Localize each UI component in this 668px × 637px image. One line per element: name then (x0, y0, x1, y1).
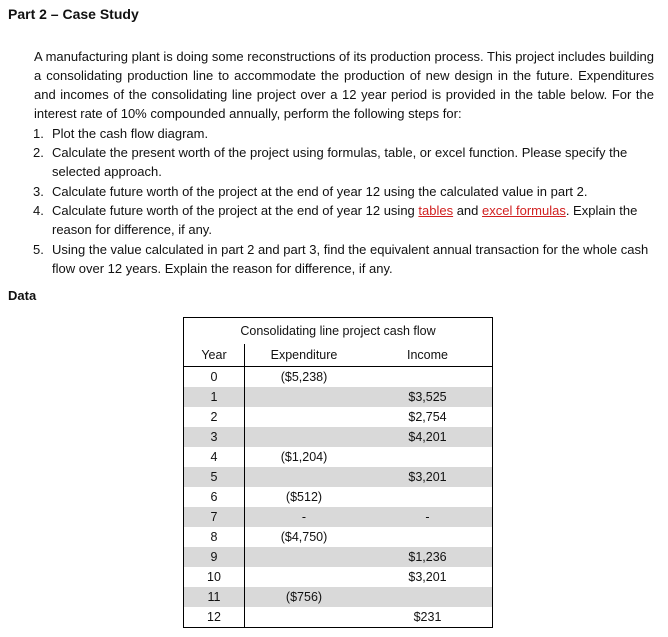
table-row (184, 567, 493, 587)
cell-income: $3,525 (363, 387, 493, 407)
cell-expenditure (245, 567, 364, 587)
table-body (184, 367, 493, 628)
step-text: Calculate future worth of the project at the end of year 12 using the calculated value in part 2. (52, 184, 588, 199)
step-text: Using the value calculated in part 2 and part 3, find the equivalent annual transaction for the whole cash flow over 12 years. Explain the reason for difference, if any. (52, 242, 649, 276)
cell-income: $231 (413, 610, 442, 624)
cell-year: 9 (184, 547, 245, 567)
table-row (184, 387, 493, 407)
intro-paragraph: A manufacturing plant is doing some reconstructions of its production process. This project includes building a consolidating production line to accommodate the production of new design in the future. Expenditures and incomes of the consolidating line project over a 12 year period is provided in the table below. For the interest rate of 10% compounded annually, perform the following steps for: (34, 49, 654, 121)
step-text: Plot the cash flow diagram. (52, 126, 209, 141)
table-row (184, 507, 493, 527)
table-row (184, 527, 493, 547)
table-row (184, 407, 493, 427)
step-number: 1. (33, 126, 44, 141)
step-1 (34, 124, 654, 143)
step-text: . Explain the reason for difference, if any. (52, 203, 638, 237)
cell-expenditure: ($512) (285, 490, 323, 504)
cell-expenditure (245, 467, 364, 487)
table-row (184, 367, 493, 388)
cell-year: 3 (184, 427, 245, 447)
cell-income: $3,201 (408, 570, 447, 584)
cell-year: 11 (184, 587, 245, 607)
cell-expenditure (245, 427, 364, 447)
table-row (184, 587, 493, 607)
table-row (184, 427, 493, 447)
step-number: 3. (33, 184, 44, 199)
cell-year: 7 (184, 507, 245, 527)
page-title: Part 2 – Case Study (8, 6, 139, 22)
cell-expenditure (245, 407, 364, 427)
cell-year: 0 (184, 367, 245, 388)
cell-income: $1,236 (363, 547, 493, 567)
table-row (184, 447, 493, 467)
step-number: 4. (33, 203, 44, 218)
cell-expenditure: - (245, 507, 364, 527)
cell-year: 8 (184, 527, 245, 547)
cell-income (363, 587, 493, 607)
table-row (184, 467, 493, 487)
cell-year: 12 (184, 607, 245, 628)
table-row (184, 487, 493, 507)
table-row (184, 607, 493, 628)
step-text: Calculate future worth of the project at the end of year 12 using (52, 203, 419, 218)
step-4 (34, 201, 654, 239)
cell-income: $2,754 (408, 410, 447, 424)
step-text: Calculate the present worth of the project using formulas, table, or excel function. Please specify the selected approach. (52, 145, 628, 179)
step-3 (34, 182, 654, 201)
cell-year: 2 (184, 407, 245, 427)
step-number: 5. (33, 242, 44, 257)
header-year: Year (184, 344, 245, 367)
cell-year: 10 (184, 567, 245, 587)
table-caption: Consolidating line project cash flow (240, 324, 436, 338)
step-number: 2. (33, 145, 44, 160)
step-5 (34, 240, 654, 278)
step-text: and (453, 203, 483, 218)
cash-flow-table (183, 317, 493, 628)
data-heading: Data (8, 288, 37, 303)
cell-expenditure: ($5,238) (245, 367, 364, 388)
tables-link[interactable]: tables (418, 203, 454, 218)
excel-formulas-link[interactable]: excel formulas (482, 203, 566, 218)
cell-income (363, 367, 493, 388)
cell-income (363, 447, 493, 467)
table-row (184, 547, 493, 567)
cell-income (363, 527, 493, 547)
cell-income: - (363, 507, 493, 527)
cell-expenditure: ($1,204) (280, 450, 328, 464)
cell-expenditure (245, 387, 364, 407)
cell-year: 4 (184, 447, 245, 467)
header-income: Income (407, 348, 448, 362)
cell-year: 1 (184, 387, 245, 407)
header-expenditure: Expenditure (270, 348, 338, 362)
cell-expenditure: ($756) (245, 587, 364, 607)
cell-year: 5 (184, 467, 245, 487)
cell-expenditure (245, 547, 364, 567)
cell-income: $3,201 (363, 467, 493, 487)
steps-list (34, 124, 654, 278)
cell-income (363, 487, 493, 507)
cell-expenditure (245, 607, 364, 628)
cell-income: $4,201 (363, 427, 493, 447)
cell-year: 6 (184, 487, 245, 507)
cell-expenditure: ($4,750) (280, 530, 328, 544)
step-2 (34, 143, 654, 181)
